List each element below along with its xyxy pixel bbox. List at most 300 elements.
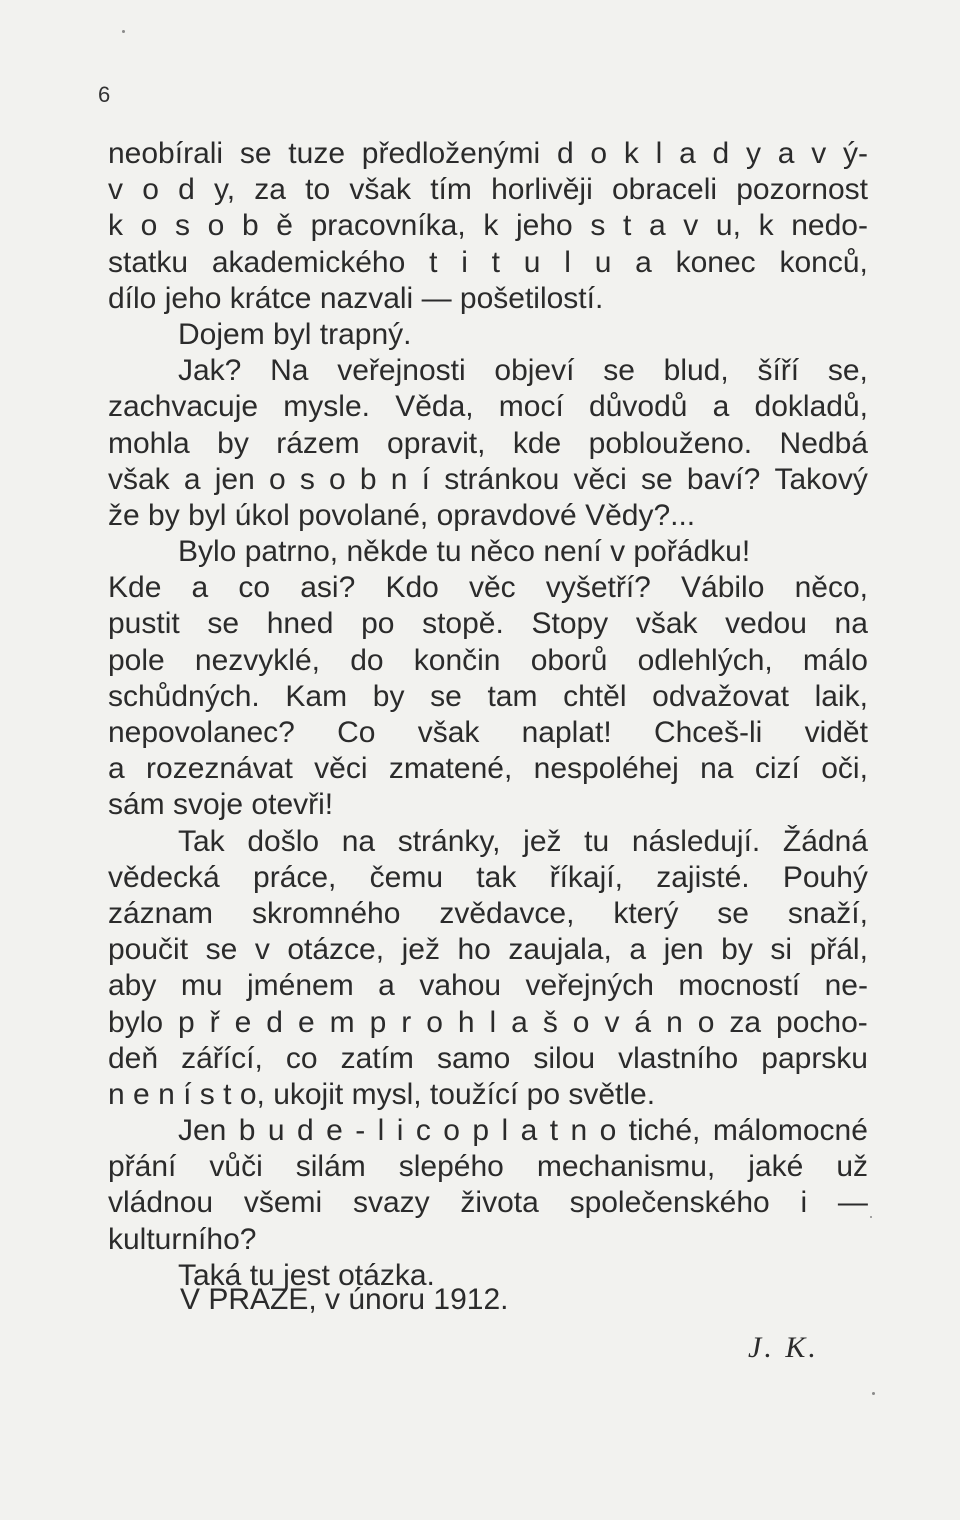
word: dokladů, [754, 390, 868, 424]
word: kde [512, 426, 562, 460]
word: světle. [568, 1077, 656, 1111]
word: Kde [108, 571, 162, 605]
word: hned [266, 607, 334, 641]
word: á [634, 1005, 652, 1039]
word: o [443, 1114, 460, 1148]
word: baví? [686, 462, 761, 496]
word: a [108, 752, 125, 786]
word: povolané, [298, 498, 429, 532]
word: už [836, 1150, 868, 1184]
word: byl [188, 498, 227, 532]
word: — [837, 1186, 868, 1220]
word: veřejných [525, 969, 654, 1003]
word: sám [108, 788, 165, 822]
word: chtěl [563, 679, 627, 713]
text-line-19 [108, 787, 868, 823]
word: i [800, 1186, 808, 1220]
word: d [712, 137, 730, 170]
word: tu [436, 535, 462, 569]
word: zvědavce, [439, 896, 575, 930]
word: nezvyklé, [194, 643, 320, 677]
text-line-30 [108, 1185, 868, 1221]
word: n [108, 1077, 125, 1111]
word: l [377, 1114, 385, 1148]
word: ne- [824, 969, 868, 1003]
word: p [178, 1005, 195, 1039]
text-line-2 [108, 172, 868, 208]
word: by [372, 679, 405, 713]
word: vidět [804, 716, 868, 749]
text-line-27 [108, 1077, 868, 1113]
word: všemi [243, 1186, 323, 1220]
word: v [811, 137, 827, 170]
word: však [108, 462, 170, 496]
word: n [390, 462, 408, 496]
word: pracovníka, [310, 209, 466, 243]
word: o [268, 462, 286, 496]
word: a [183, 462, 201, 496]
word: mocností [678, 969, 801, 1003]
word: nazvali [319, 281, 414, 315]
word: t [223, 1077, 232, 1111]
word: pozornost [736, 173, 868, 207]
word: o [207, 209, 225, 243]
word: silám [295, 1150, 366, 1184]
word: s [590, 209, 606, 243]
word: Vědy?... [585, 498, 696, 532]
word: v [254, 933, 270, 967]
word: Na [270, 354, 309, 388]
word: e [234, 1005, 252, 1039]
word: vědecká [108, 860, 220, 894]
word: slepého [398, 1150, 504, 1184]
word: c [415, 1114, 431, 1148]
word: i [461, 245, 468, 279]
text-line-6 [108, 317, 868, 353]
text-line-21 [108, 860, 868, 896]
word: však [635, 607, 698, 641]
word: neobírali [108, 137, 224, 170]
word: a [648, 209, 666, 243]
word: asi? [300, 571, 356, 605]
word: vyšetří? [545, 571, 651, 605]
word: se [603, 354, 635, 388]
word: se, [827, 354, 868, 388]
word: krátce [229, 281, 312, 315]
word: Žádná [782, 824, 868, 858]
word: Chceš-li [653, 716, 763, 749]
word: s [199, 1077, 215, 1111]
word: Jen [178, 1114, 227, 1148]
word: naplat! [521, 716, 612, 749]
word: na [834, 607, 868, 641]
word: pole [108, 643, 165, 677]
word: stopě. [422, 607, 504, 641]
text-line-22 [108, 896, 868, 932]
text-line-7 [108, 353, 868, 389]
word: dílo [108, 281, 157, 315]
word: svoje [173, 788, 244, 822]
word: bylo [108, 1005, 164, 1039]
word: by [148, 498, 180, 532]
word: n [666, 1005, 683, 1039]
word: života [460, 1186, 539, 1220]
word: pošetilostí. [459, 281, 604, 315]
word: d [297, 1114, 314, 1148]
word: oborů [530, 643, 608, 677]
word: přání [108, 1150, 177, 1184]
text-line-14 [108, 606, 868, 642]
word: u [594, 245, 612, 279]
word: o [599, 1114, 617, 1148]
word: o, [239, 1077, 265, 1111]
word: skromného [251, 896, 401, 930]
word: í [421, 462, 431, 496]
word: jeho [164, 281, 222, 315]
word: š [542, 1005, 558, 1039]
word: zaujala, [508, 933, 612, 967]
word: samo [436, 1041, 511, 1075]
word: rázem [276, 426, 360, 460]
word: zachvacuje [108, 390, 259, 424]
word: by [217, 426, 249, 460]
word: byl [273, 317, 312, 351]
word: že [108, 498, 140, 532]
text-line-23 [108, 932, 868, 968]
word: patrno, [244, 535, 339, 569]
word: a [635, 245, 652, 279]
word: není [543, 535, 602, 569]
word: za [254, 173, 286, 207]
word: e [326, 1114, 343, 1148]
word: b [241, 209, 259, 243]
word: stránkou [444, 462, 560, 496]
word: ukojit [273, 1077, 344, 1111]
word: který [613, 896, 679, 930]
word: l [501, 1114, 509, 1148]
word: si [770, 933, 793, 967]
word: ř [209, 1005, 220, 1039]
text-line-9 [108, 426, 868, 462]
word: konců, [779, 245, 868, 279]
text-line-5 [108, 281, 868, 317]
text-line-13 [108, 570, 868, 606]
word: n [570, 1114, 588, 1148]
text-line-12 [108, 534, 868, 570]
word: b [359, 462, 377, 496]
word: u [523, 245, 541, 279]
word: mysl, [351, 1077, 422, 1111]
word: tiché, [628, 1114, 701, 1148]
word: k [483, 209, 499, 243]
word: Co [337, 716, 376, 749]
word: a [777, 137, 795, 170]
word: však [349, 173, 412, 207]
word: o [426, 1005, 443, 1039]
word: odlehlých, [637, 643, 773, 677]
word: a [191, 571, 209, 605]
word: někde [346, 535, 429, 569]
word: o [590, 137, 608, 170]
word: vlastního [618, 1041, 739, 1075]
word: věci [314, 752, 368, 786]
word: k [108, 209, 123, 243]
word: vahou [419, 969, 502, 1003]
word: jež [401, 933, 440, 967]
word: by [721, 933, 753, 967]
word: rozeznávat [146, 752, 293, 786]
word: Tak [178, 824, 225, 858]
word: ý- [842, 137, 868, 170]
word: m [329, 1005, 355, 1039]
text-line-18 [108, 751, 868, 787]
paper-speck [872, 1392, 875, 1395]
word: tam [487, 679, 538, 713]
word: h [457, 1005, 475, 1039]
word: za [729, 1005, 762, 1039]
word: zmatené, [388, 752, 513, 786]
word: vládnou [108, 1186, 214, 1220]
word: záznam [108, 896, 214, 930]
word: horlivěji [491, 173, 593, 207]
word: poblouženo. [588, 426, 753, 460]
text-line-11 [108, 498, 868, 534]
signature: J. K. [748, 1331, 819, 1364]
word: d [556, 137, 574, 170]
word: mysle. [283, 390, 370, 424]
word: n [158, 1077, 175, 1111]
word: pocho- [776, 1005, 868, 1039]
word: y, [213, 173, 236, 207]
word: a [679, 137, 696, 170]
word: t [429, 245, 438, 279]
word: pořádku! [633, 535, 751, 569]
word: trapný. [319, 317, 412, 351]
word: věci [573, 462, 627, 496]
word: po [361, 607, 395, 641]
word: i [396, 1114, 404, 1148]
word: deň [108, 1041, 159, 1075]
word: t [549, 1114, 559, 1148]
word: laik, [814, 679, 868, 713]
text-line-20 [108, 824, 868, 860]
word: jen [214, 462, 255, 496]
word: l [489, 1005, 497, 1039]
text-line-16 [108, 679, 868, 715]
word: mu [180, 969, 223, 1003]
word: vedou [725, 607, 807, 641]
word: se [205, 933, 238, 967]
word: k [758, 209, 774, 243]
paper-speck [870, 1216, 872, 1218]
text-line-25 [108, 1005, 868, 1041]
word: do [350, 643, 384, 677]
word: objeví [494, 354, 575, 388]
word: tuze [288, 137, 346, 170]
word: o [329, 462, 346, 496]
word: Pouhý [782, 860, 868, 894]
word: aby [108, 969, 157, 1003]
word: d [266, 1005, 283, 1039]
word: ě [276, 209, 293, 243]
text-line-17 [108, 715, 868, 751]
word: statku [108, 245, 189, 279]
word: toužící [429, 1077, 519, 1111]
word: a [629, 933, 647, 967]
word: zatím [340, 1041, 414, 1075]
word: málo [802, 643, 868, 677]
word: l [655, 137, 663, 170]
paper-speck [122, 30, 125, 33]
word: tu [249, 1258, 275, 1292]
word: kulturního? [108, 1222, 257, 1256]
word: společenského [569, 1186, 770, 1220]
word: — [421, 281, 452, 315]
text-line-3 [108, 208, 868, 244]
word: šíří [757, 354, 800, 388]
word: v [108, 173, 123, 207]
word: u, [715, 209, 741, 243]
text-line-26 [108, 1041, 868, 1077]
word: co [285, 1041, 318, 1075]
word: e [297, 1005, 315, 1039]
word: zářící, [181, 1041, 263, 1075]
word: silou [533, 1041, 596, 1075]
word: mohla [108, 426, 190, 460]
text-line-31 [108, 1222, 868, 1258]
word: co [238, 571, 271, 605]
word: veřejnosti [337, 354, 466, 388]
word: se [641, 462, 673, 496]
word: blud, [663, 354, 729, 388]
word: d [178, 173, 195, 207]
word: důvodů [589, 390, 688, 424]
word: čemu [369, 860, 444, 894]
word: Nedbá [779, 426, 868, 460]
word: tak [476, 860, 517, 894]
word: jménem [247, 969, 354, 1003]
word: nespoléhej [533, 752, 679, 786]
word: paprsku [761, 1041, 868, 1075]
word: v [610, 535, 626, 569]
word: y [745, 137, 761, 170]
word: Takový [774, 462, 868, 496]
word: jaké [748, 1150, 804, 1184]
word: věc [468, 571, 516, 605]
word: předloženými [361, 137, 541, 170]
word: se [717, 896, 749, 930]
word: Bylo [178, 535, 237, 569]
text-line-29 [108, 1149, 868, 1185]
word: Kdo [385, 571, 439, 605]
word: málomocné [712, 1114, 868, 1148]
word: mechanismu, [536, 1150, 716, 1184]
word: odvažovat [652, 679, 789, 713]
text-line-1 [108, 136, 868, 172]
word: konec [675, 245, 756, 279]
page-number: 6 [98, 82, 111, 107]
word: následují. [631, 824, 761, 858]
word: otevři! [251, 788, 334, 822]
word: nepovolanec? [108, 716, 295, 749]
word: jest [283, 1258, 330, 1292]
text-line-8 [108, 389, 868, 425]
word: v [604, 1005, 620, 1039]
word: k [623, 137, 639, 170]
text-line-28 [108, 1113, 868, 1149]
word: Kam [285, 679, 348, 713]
word: p [472, 1114, 490, 1148]
text-line-24 [108, 968, 868, 1004]
text-line-10 [108, 462, 868, 498]
word: to [305, 173, 331, 207]
word: na [341, 824, 376, 858]
word: a [712, 390, 730, 424]
word: se [239, 137, 272, 170]
word: však [417, 716, 480, 749]
word: o [572, 1005, 590, 1039]
word: jeho [515, 209, 573, 243]
word: í [183, 1077, 192, 1111]
word: e [133, 1077, 150, 1111]
word: tu [584, 824, 610, 858]
word: říkají, [549, 860, 623, 894]
word: v [683, 209, 699, 243]
word: poučit [108, 933, 189, 967]
word: otázka. [338, 1258, 435, 1292]
word: a [378, 969, 395, 1003]
word: s [174, 209, 190, 243]
word: snaží, [787, 896, 868, 930]
word: tím [430, 173, 472, 207]
word: Stopy [531, 607, 609, 641]
word: a [511, 1005, 528, 1039]
word: - [355, 1114, 366, 1148]
word: b [238, 1114, 256, 1148]
word: jen [663, 933, 704, 967]
word: otázce, [287, 933, 385, 967]
word: se [430, 679, 462, 713]
word: Věda, [395, 390, 474, 424]
word: l [564, 245, 571, 279]
word: pustit [108, 607, 180, 641]
word: o [697, 1005, 715, 1039]
body-text [108, 136, 868, 1294]
word: oči, [821, 752, 868, 786]
word: Taká [178, 1258, 242, 1292]
word: něco, [794, 571, 868, 605]
word: obraceli [611, 173, 718, 207]
word: Dojem [178, 317, 265, 351]
word: opravit, [387, 426, 486, 460]
word: úkol [234, 498, 290, 532]
word: akademického [211, 245, 406, 279]
word: přál, [809, 933, 868, 967]
word: po [526, 1077, 561, 1111]
word: mocí [498, 390, 564, 424]
word: schůdných. [108, 679, 260, 713]
word: ho [457, 933, 491, 967]
word: došlo [247, 824, 320, 858]
dateline: V PRAZE, v únoru 1912. [180, 1283, 509, 1316]
word: o [140, 209, 158, 243]
text-line-15 [108, 643, 868, 679]
word: cizí [754, 752, 800, 786]
word: zajisté. [656, 860, 750, 894]
word: p [369, 1005, 387, 1039]
word: u [267, 1114, 285, 1148]
text-line-4 [108, 245, 868, 281]
